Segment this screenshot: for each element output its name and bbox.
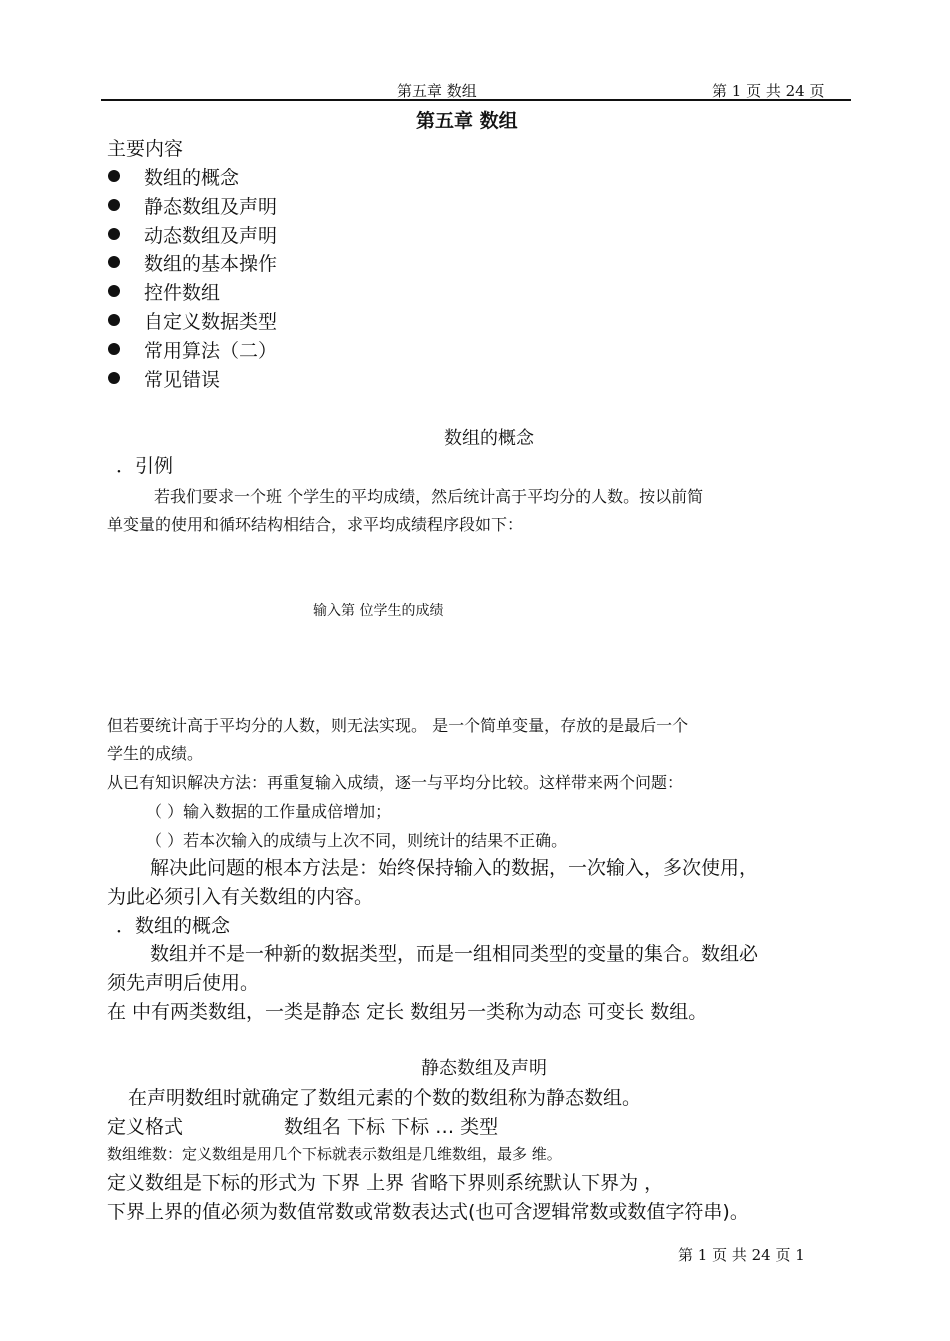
bullet-icon bbox=[108, 199, 120, 211]
list-item-label: 数组的概念 bbox=[144, 167, 240, 189]
paragraph-line: 但若要统计高于平均分的人数，则无法实现。 是一个简单变量，存放的是最后一个 bbox=[107, 716, 689, 735]
paragraph-line: 学生的成绩。 bbox=[107, 744, 204, 763]
list-item-label: 自定义数据类型 bbox=[144, 311, 278, 333]
paragraph-line: 为此必须引入有关数组的内容。 bbox=[107, 886, 374, 908]
running-header-page-count: 第 1 页 共 24 页 bbox=[712, 82, 825, 100]
section-title: 静态数组及声明 bbox=[421, 1058, 547, 1079]
bullet-icon bbox=[108, 343, 120, 355]
code-comment: 输入第 位学生的成绩 bbox=[313, 603, 444, 619]
paragraph: （ ）若本次输入的成绩与上次不同，则统计的结果不正确。 bbox=[146, 831, 568, 850]
list-item-label: 常见错误 bbox=[144, 369, 221, 391]
chapter-title: 第五章 数组 bbox=[416, 110, 518, 132]
list-item-label: 常用算法（二） bbox=[144, 340, 278, 362]
running-header-chapter: 第五章 数组 bbox=[397, 82, 477, 100]
subsection-heading: ．引例 bbox=[116, 455, 174, 477]
paragraph: 数组维数：定义数组是用几个下标就表示数组是几维数组，最多 维。 bbox=[107, 1145, 562, 1163]
paragraph: 在 中有两类数组，一类是静态 定长 数组另一类称为动态 可变长 数组。 bbox=[107, 1001, 708, 1023]
paragraph: （ ）输入数据的工作量成倍增加； bbox=[146, 802, 392, 821]
paragraph-line: 下界上界的值必须为数值常数或常数表达式(也可含逻辑常数或数值字符串)。 bbox=[107, 1201, 749, 1223]
paragraph-line: 须先声明后使用。 bbox=[107, 972, 260, 994]
list-item-label: 数组的基本操作 bbox=[144, 253, 278, 275]
definition-format: 数组名 下标 下标 … 类型 bbox=[284, 1116, 499, 1138]
bullet-icon bbox=[108, 228, 120, 240]
paragraph-line: 定义数组是下标的形式为 下界 上界 省略下界则系统默认下界为 ， bbox=[107, 1172, 664, 1194]
list-item-label: 静态数组及声明 bbox=[144, 196, 278, 218]
bullet-icon bbox=[108, 170, 120, 182]
bullet-icon bbox=[108, 314, 120, 326]
paragraph-line: 单变量的使用和循环结构相结合，求平均成绩程序段如下： bbox=[107, 515, 524, 534]
paragraph-line: 解决此问题的根本方法是：始终保持输入的数据，一次输入，多次使用， bbox=[150, 857, 759, 879]
paragraph: 从已有知识解决方法：再重复输入成绩，逐一与平均分比较。这样带来两个问题： bbox=[107, 773, 684, 792]
list-item-label: 动态数组及声明 bbox=[144, 225, 278, 247]
page-footer: 第 1 页 共 24 页 1 bbox=[678, 1246, 805, 1264]
bullet-icon bbox=[108, 372, 120, 384]
main-content-heading: 主要内容 bbox=[107, 138, 184, 160]
paragraph: 在声明数组时就确定了数组元素的个数的数组称为静态数组。 bbox=[128, 1087, 642, 1109]
bullet-icon bbox=[108, 285, 120, 297]
header-rule bbox=[101, 99, 851, 101]
definition-label: 定义格式 bbox=[107, 1116, 184, 1138]
section-title: 数组的概念 bbox=[444, 428, 534, 449]
list-item-label: 控件数组 bbox=[144, 282, 221, 304]
subsection-heading: ．数组的概念 bbox=[116, 915, 231, 937]
bullet-icon bbox=[108, 256, 120, 268]
paragraph-line: 数组并不是一种新的数据类型，而是一组相同类型的变量的集合。数组必 bbox=[150, 943, 759, 965]
paragraph-line: 若我们要求一个班 个学生的平均成绩，然后统计高于平均分的人数。按以前简 bbox=[154, 487, 704, 506]
